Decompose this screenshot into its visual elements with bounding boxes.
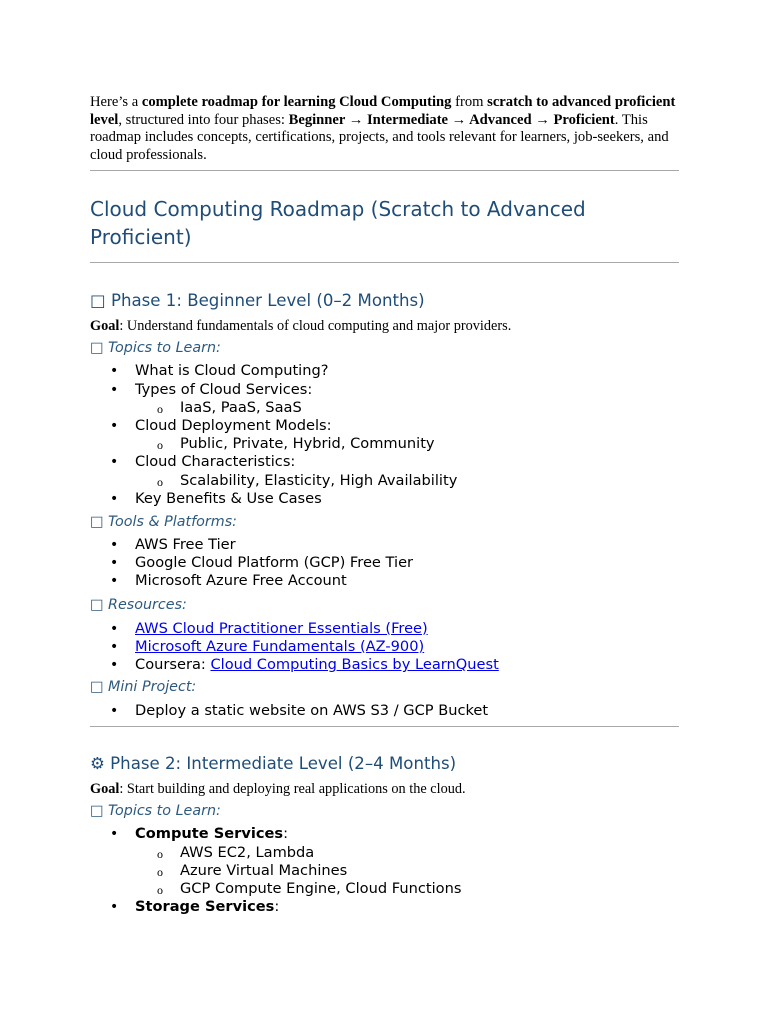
box-icon: □: [90, 291, 106, 311]
goal-text: : Understand fundamentals of cloud computing and major providers.: [119, 318, 512, 335]
sub-list-item: o Azure Virtual Machines: [135, 862, 679, 880]
list-item-bold: Storage Services: [135, 898, 275, 916]
sub-list-item: o GCP Compute Engine, Cloud Functions: [135, 880, 679, 898]
list-item-text: Key Benefits & Use Cases: [135, 489, 322, 507]
box-icon: □: [90, 514, 104, 530]
list-item: • Microsoft Azure Free Account: [90, 572, 679, 590]
sub-list: [135, 435, 679, 453]
list-item: [90, 898, 679, 916]
goal-text: : Start building and deploying real applications on the cloud.: [119, 781, 466, 798]
list-item: [90, 620, 679, 638]
divider: [90, 262, 679, 263]
intro-bold: complete roadmap for learning Cloud Computing: [141, 94, 452, 110]
subheading-text: Mini Project:: [103, 679, 197, 696]
sub-list-item: o IaaS, PaaS, SaaS: [135, 399, 679, 417]
box-icon: □: [90, 679, 104, 696]
subheading-text: Resources:: [103, 596, 187, 613]
list-item-text: Cloud Characteristics:: [135, 453, 296, 471]
phase1-heading-text: Phase 1: Beginner Level (0–2 Months): [105, 291, 425, 311]
divider: [90, 726, 679, 727]
intro-text: . This roadmap includes concepts, certifications, projects, and tools relevant for learners, job-seekers, and cloud professionals.: [90, 111, 669, 163]
list-item: • Deploy a static website on AWS S3 / GCP Bucket: [90, 702, 679, 720]
document-page: [90, 94, 679, 916]
subheading-text: Topics to Learn:: [103, 803, 221, 820]
list-item: [90, 638, 679, 656]
phase1-goal: [90, 317, 679, 335]
intro-text: Here’s a: [90, 94, 142, 110]
phase2-goal: [90, 780, 679, 798]
list-item: • Google Cloud Platform (GCP) Free Tier: [90, 554, 679, 572]
list-item: [90, 656, 679, 674]
box-icon: □: [90, 803, 104, 820]
list-item: [90, 417, 679, 453]
phase1-heading: [90, 290, 679, 312]
sub-list: [135, 472, 679, 490]
box-icon: □: [90, 340, 104, 357]
list-item: [90, 453, 679, 489]
phase2-heading: [90, 753, 679, 775]
phase1-resources-list: [90, 620, 679, 675]
page-title: Cloud Computing Roadmap (Scratch to Advanced Proficient): [90, 197, 586, 249]
list-item: [90, 825, 679, 898]
intro-text: from: [451, 94, 488, 110]
list-item: [90, 381, 679, 417]
phase1-project-heading: [90, 678, 679, 696]
list-item-bold: Compute Services: [135, 825, 284, 843]
list-item: [90, 490, 679, 508]
subheading-text: Topics to Learn:: [103, 340, 221, 357]
sub-list: [135, 399, 679, 417]
list-item-text: Types of Cloud Services:: [135, 380, 313, 398]
list-item-text: What is Cloud Computing?: [135, 362, 329, 380]
list-item-text: Coursera:: [135, 656, 211, 674]
phase1-resources-heading: [90, 596, 679, 614]
coursera-link[interactable]: Cloud Computing Basics by LearnQuest: [210, 656, 499, 674]
list-item-text: :: [274, 898, 280, 916]
phase1-topics-list: [90, 362, 679, 508]
sub-list-item: o AWS EC2, Lambda: [135, 844, 679, 862]
azure-fundamentals-link[interactable]: Microsoft Azure Fundamentals (AZ-900): [135, 637, 425, 655]
list-item-text: Cloud Deployment Models:: [135, 416, 332, 434]
phase2-heading-text: Phase 2: Intermediate Level (2–4 Months): [104, 754, 457, 774]
intro-text: , structured into four phases:: [118, 111, 289, 128]
sub-list-item: o Public, Private, Hybrid, Community: [135, 435, 679, 453]
list-item-text: :: [283, 825, 289, 843]
intro-bold: Beginner → Intermediate → Advanced → Proficient: [288, 111, 615, 128]
phase1-tools-heading: [90, 513, 679, 531]
subheading-text: Tools & Platforms:: [103, 514, 237, 530]
divider: [90, 170, 679, 171]
sub-list: [135, 844, 679, 899]
gear-icon: ⚙: [90, 754, 105, 774]
list-item: • AWS Free Tier: [90, 536, 679, 554]
sub-list-item: o Scalability, Elasticity, High Availability: [135, 472, 679, 490]
intro-bold: scratch to advanced proficient level: [90, 94, 676, 128]
phase1-tools-list: [90, 536, 679, 591]
list-item: [90, 362, 679, 380]
goal-label: Goal: [90, 318, 120, 335]
phase1-topics-heading: [90, 339, 679, 357]
goal-label: Goal: [90, 781, 120, 798]
phase2-topics-heading: [90, 802, 679, 820]
aws-practitioner-link[interactable]: AWS Cloud Practitioner Essentials (Free): [135, 619, 428, 637]
intro-paragraph: [90, 94, 679, 164]
phase2-topics-list: [90, 825, 679, 916]
phase1-project-list: [90, 702, 679, 720]
box-icon: □: [90, 596, 104, 613]
